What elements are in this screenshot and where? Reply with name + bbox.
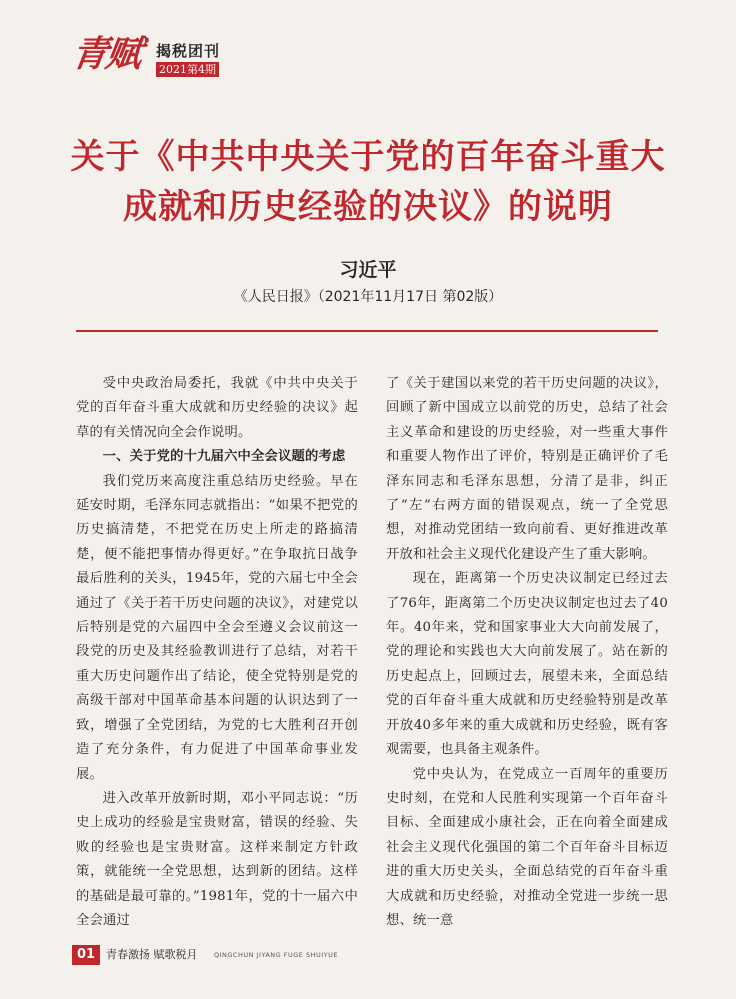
page-number: 01 <box>72 945 100 965</box>
section-heading: 一、关于党的十九届六中全会议题的考虑 <box>102 449 346 465</box>
article-author: 习近平 <box>339 259 397 281</box>
footer-slogan-pinyin: QINGCHUN JIYANG FUGE SHUIYUE <box>214 951 338 959</box>
title-divider <box>76 330 658 332</box>
masthead-subtitle: 揭税团刊 <box>156 42 221 60</box>
masthead-logo: 青赋 <box>69 33 143 75</box>
body-paragraph: 了《关于建国以来党的若干历史问题的决议》，回顾了新中国成立以前党的历史，总结了社会主义革命和建设的历史经验，对一些重大事件和重要人物作出了评价，特别是正确评价了毛泽东同志和毛泽东思想，分清了是非，纠正了“左”右两方面的错误观点，统一了全党思想，对推动党团结一致向前看、更好推进改革开放和社会主义现代化建设产生了重大影响。 <box>386 376 668 562</box>
issue-badge: 2021第4期 <box>156 62 219 77</box>
body-column-right <box>386 372 668 933</box>
body-paragraph: 受中央政治局委托，我就《中共中央关于党的百年奋斗重大成就和历史经验的决议》起草的有关情况向全会作说明。 <box>76 376 358 440</box>
article-source: 《人民日报》（2021年11月17日 第02版） <box>233 289 503 305</box>
body-paragraph: 进入改革开放新时期，邓小平同志说：“历史上成功的经验是宝贵财富，错误的经验、失败的经验也是宝贵财富。这样来制定方针政策，就能统一全党思想，达到新的团结。这样的基础是最可靠的。”1981年，党的十一届六中全会通过 <box>76 790 358 928</box>
page-footer <box>72 945 672 967</box>
body-paragraph: 我们党历来高度注重总结历史经验。早在延安时期，毛泽东同志就指出：“如果不把党的历史搞清楚，不把党在历史上所走的路搞清楚，便不能把事情办得更好。”在争取抗日战争最后胜利的关头，1945年，党的六届七中全会通过了《关于若干历史问题的决议》，对建党以后特别是党的六届四中全会至遵义会议前这一段党的历史及其经验教训进行了总结，对若干重大历史问题作出了结论，使全党特别是党的高级干部对中国革命基本问题的认识达到了一致，增强了全党团结，为党的七大胜利召开创造了充分条件，有力促进了中国革命事业发展。 <box>76 473 358 782</box>
body-column-left <box>76 372 358 933</box>
body-paragraph: 党中央认为，在党成立一百周年的重要历史时刻，在党和人民胜利实现第一个百年奋斗目标、全面建成小康社会，正在向着全面建成社会主义现代化强国的第二个百年奋斗目标迈进的重大历史关头，全面总结党的百年奋斗重大成就和历史经验，对推动全党进一步统一思想、统一意 <box>386 766 668 928</box>
masthead <box>69 30 272 86</box>
body-paragraph: 现在，距离第一个历史决议制定已经过去了76年，距离第二个历史决议制定也过去了40年。40年来，党和国家事业大大向前发展了，党的理论和实践也大大向前发展了。站在新的历史起点上，回顾过去，展望未来，全面总结党的百年奋斗重大成就和历史经验特别是改革开放40多年来的重大成就和历史经验，既有客观需要，也具备主观条件。 <box>386 571 668 758</box>
footer-slogan: 青春激扬 赋歌税月 <box>106 948 198 961</box>
article-title: 关于《中共中央关于党的百年奋斗重大成就和历史经验的决议》的说明 <box>70 137 666 227</box>
